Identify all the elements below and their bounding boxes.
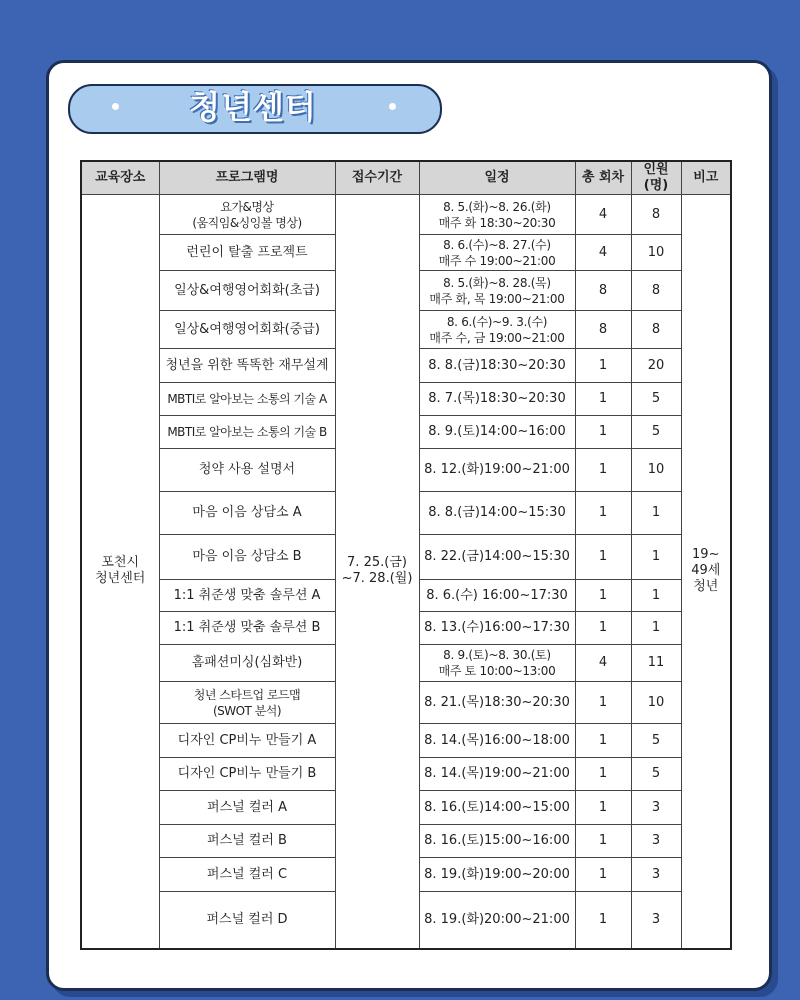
table-header-row bbox=[81, 161, 731, 195]
header-program: 프로그램명 bbox=[159, 161, 335, 195]
program-cell: 디자인 CP비누 만들기 A bbox=[159, 724, 335, 758]
program-cell: 마음 이음 상담소 B bbox=[159, 535, 335, 580]
schedule-cell: 8. 9.(토)14:00~16:00 bbox=[419, 416, 575, 449]
header-schedule: 일정 bbox=[419, 161, 575, 195]
sessions-cell: 1 bbox=[575, 758, 631, 791]
program-cell: MBTI로 알아보는 소통의 기술 A bbox=[159, 383, 335, 416]
schedule-cell: 8. 6.(수)~8. 27.(수) 매주 수 19:00~21:00 bbox=[419, 235, 575, 271]
program-cell: 퍼스널 컬러 C bbox=[159, 858, 335, 892]
schedule-cell: 8. 13.(수)16:00~17:30 bbox=[419, 612, 575, 645]
program-cell: 1:1 취준생 맞춤 솔루션 B bbox=[159, 612, 335, 645]
people-cell: 5 bbox=[631, 383, 681, 416]
program-cell: 퍼스널 컬러 B bbox=[159, 825, 335, 858]
page-title: 청년센터 bbox=[189, 88, 317, 126]
people-cell: 3 bbox=[631, 858, 681, 892]
sessions-cell: 1 bbox=[575, 492, 631, 535]
schedule-cell: 8. 6.(수) 16:00~17:30 bbox=[419, 580, 575, 612]
people-cell: 5 bbox=[631, 416, 681, 449]
schedule-cell: 8. 21.(목)18:30~20:30 bbox=[419, 682, 575, 724]
schedule-cell: 8. 6.(수)~9. 3.(수) 매주 수, 금 19:00~21:00 bbox=[419, 311, 575, 349]
schedule-cell: 8. 9.(토)~8. 30.(토) 매주 토 10:00~13:00 bbox=[419, 645, 575, 682]
people-cell: 8 bbox=[631, 271, 681, 311]
header-note: 비고 bbox=[681, 161, 731, 195]
program-cell: 런린이 탈출 프로젝트 bbox=[159, 235, 335, 271]
schedule-cell: 8. 12.(화)19:00~21:00 bbox=[419, 449, 575, 492]
note-cell: 19~ 49세 청년 bbox=[681, 195, 731, 949]
program-cell: 청년 스타트업 로드맵 (SWOT 분석) bbox=[159, 682, 335, 724]
sessions-cell: 1 bbox=[575, 449, 631, 492]
people-cell: 3 bbox=[631, 825, 681, 858]
header-sessions: 총 회차 bbox=[575, 161, 631, 195]
sessions-cell: 1 bbox=[575, 858, 631, 892]
schedule-cell: 8. 14.(목)19:00~21:00 bbox=[419, 758, 575, 791]
people-cell: 5 bbox=[631, 758, 681, 791]
people-cell: 3 bbox=[631, 892, 681, 949]
schedule-table bbox=[80, 160, 732, 950]
program-cell: 디자인 CP비누 만들기 B bbox=[159, 758, 335, 791]
program-cell: 일상&여행영어회화(초급) bbox=[159, 271, 335, 311]
sessions-cell: 1 bbox=[575, 535, 631, 580]
header-period: 접수기간 bbox=[335, 161, 419, 195]
program-cell: 1:1 취준생 맞춤 솔루션 A bbox=[159, 580, 335, 612]
people-cell: 11 bbox=[631, 645, 681, 682]
sessions-cell: 4 bbox=[575, 645, 631, 682]
table-body bbox=[81, 195, 731, 949]
program-cell: 퍼스널 컬러 A bbox=[159, 791, 335, 825]
program-cell: 퍼스널 컬러 D bbox=[159, 892, 335, 949]
people-cell: 1 bbox=[631, 580, 681, 612]
people-cell: 1 bbox=[631, 492, 681, 535]
schedule-cell: 8. 5.(화)~8. 26.(화) 매주 화 18:30~20:30 bbox=[419, 195, 575, 235]
schedule-cell: 8. 19.(화)20:00~21:00 bbox=[419, 892, 575, 949]
sessions-cell: 8 bbox=[575, 271, 631, 311]
sessions-cell: 1 bbox=[575, 612, 631, 645]
sessions-cell: 4 bbox=[575, 235, 631, 271]
sessions-cell: 1 bbox=[575, 580, 631, 612]
people-cell: 1 bbox=[631, 535, 681, 580]
schedule-cell: 8. 5.(화)~8. 28.(목) 매주 화, 목 19:00~21:00 bbox=[419, 271, 575, 311]
program-cell: 마음 이음 상담소 A bbox=[159, 492, 335, 535]
people-cell: 10 bbox=[631, 682, 681, 724]
table-row bbox=[81, 195, 731, 235]
program-cell: 일상&여행영어회화(중급) bbox=[159, 311, 335, 349]
people-cell: 3 bbox=[631, 791, 681, 825]
schedule-cell: 8. 8.(금)14:00~15:30 bbox=[419, 492, 575, 535]
sessions-cell: 1 bbox=[575, 892, 631, 949]
people-cell: 5 bbox=[631, 724, 681, 758]
header-people: 인원(명) bbox=[631, 161, 681, 195]
program-cell: 요가&명상 (움직임&싱잉볼 명상) bbox=[159, 195, 335, 235]
schedule-cell: 8. 8.(금)18:30~20:30 bbox=[419, 349, 575, 383]
program-cell: 홈패션미싱(심화반) bbox=[159, 645, 335, 682]
sessions-cell: 4 bbox=[575, 195, 631, 235]
sessions-cell: 1 bbox=[575, 724, 631, 758]
schedule-cell: 8. 14.(목)16:00~18:00 bbox=[419, 724, 575, 758]
people-cell: 10 bbox=[631, 449, 681, 492]
sessions-cell: 1 bbox=[575, 682, 631, 724]
schedule-cell: 8. 16.(토)15:00~16:00 bbox=[419, 825, 575, 858]
sessions-cell: 1 bbox=[575, 791, 631, 825]
people-cell: 20 bbox=[631, 349, 681, 383]
people-cell: 10 bbox=[631, 235, 681, 271]
program-cell: MBTI로 알아보는 소통의 기술 B bbox=[159, 416, 335, 449]
sessions-cell: 8 bbox=[575, 311, 631, 349]
sessions-cell: 1 bbox=[575, 825, 631, 858]
header-location: 교육장소 bbox=[81, 161, 159, 195]
sessions-cell: 1 bbox=[575, 349, 631, 383]
people-cell: 8 bbox=[631, 311, 681, 349]
people-cell: 1 bbox=[631, 612, 681, 645]
schedule-cell: 8. 16.(토)14:00~15:00 bbox=[419, 791, 575, 825]
sessions-cell: 1 bbox=[575, 383, 631, 416]
people-cell: 8 bbox=[631, 195, 681, 235]
program-cell: 청약 사용 설명서 bbox=[159, 449, 335, 492]
sessions-cell: 1 bbox=[575, 416, 631, 449]
location-cell: 포천시 청년센터 bbox=[81, 195, 159, 949]
schedule-cell: 8. 19.(화)19:00~20:00 bbox=[419, 858, 575, 892]
period-cell: 7. 25.(금) ~7. 28.(월) bbox=[335, 195, 419, 949]
program-cell: 청년을 위한 똑똑한 재무설계 bbox=[159, 349, 335, 383]
schedule-cell: 8. 7.(목)18:30~20:30 bbox=[419, 383, 575, 416]
schedule-cell: 8. 22.(금)14:00~15:30 bbox=[419, 535, 575, 580]
